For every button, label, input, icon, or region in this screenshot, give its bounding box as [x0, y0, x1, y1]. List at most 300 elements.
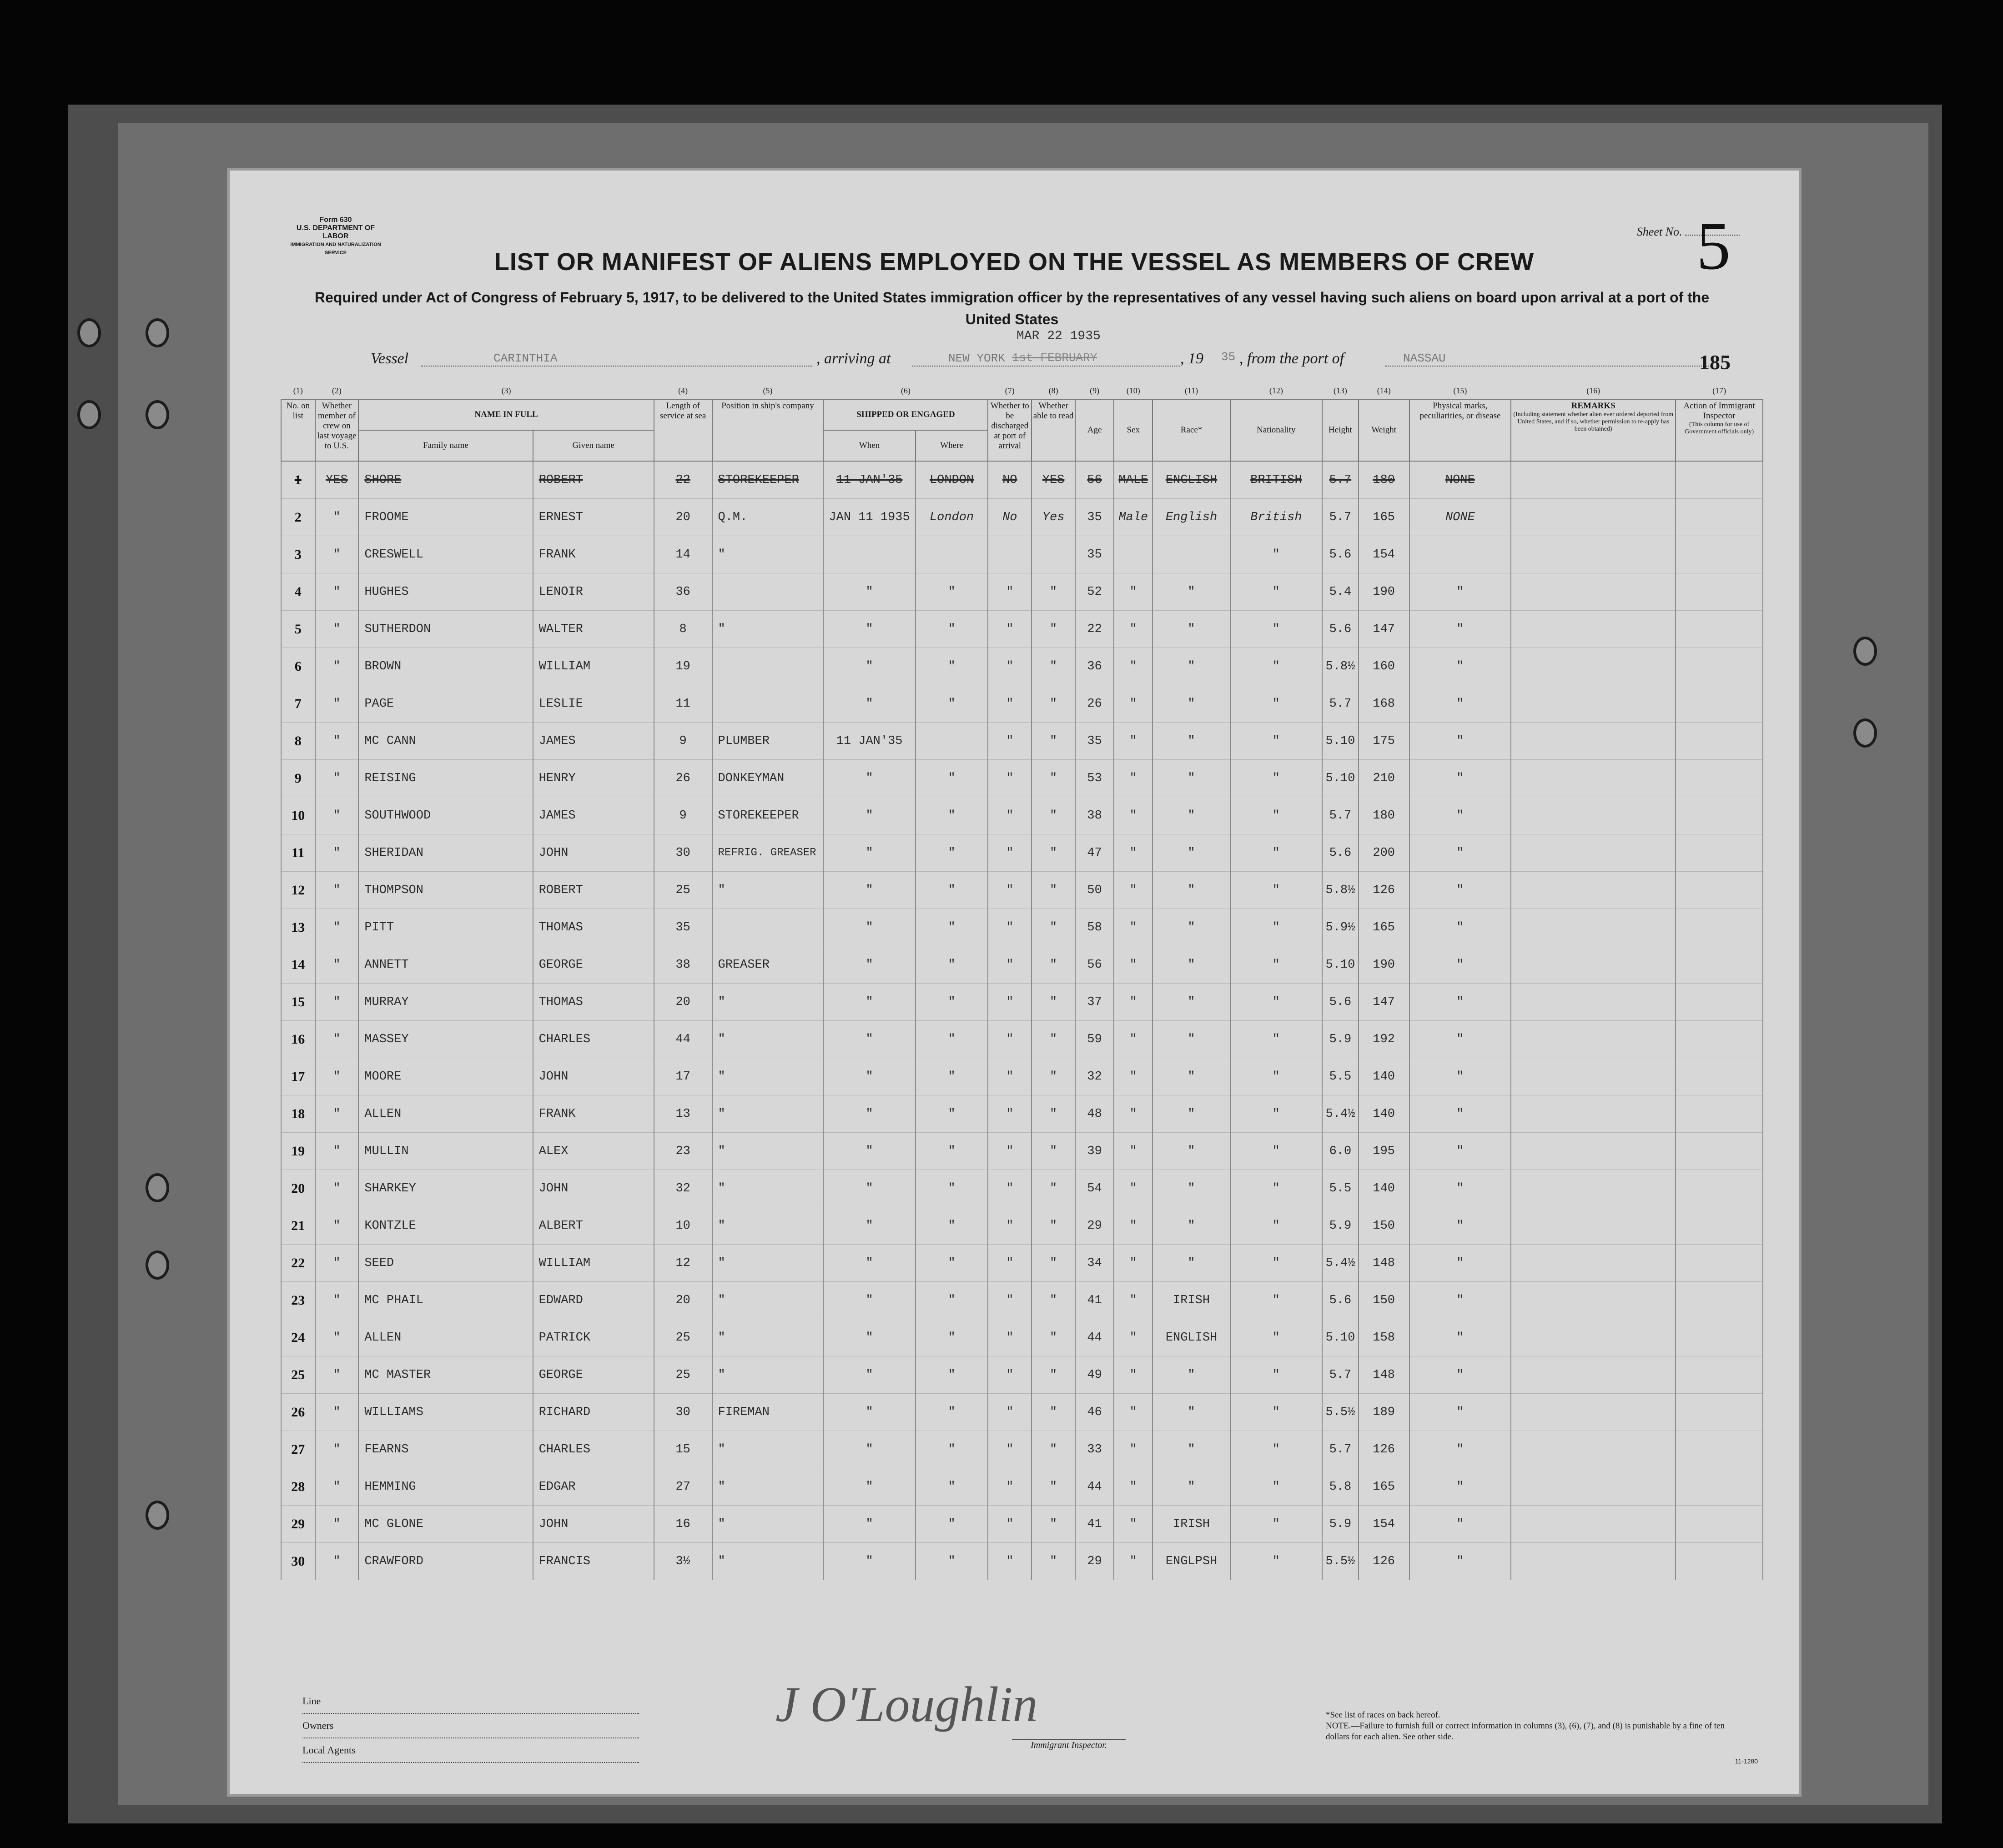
header-when: When	[823, 430, 915, 461]
age-cell: 35	[1075, 723, 1114, 760]
family-name-cell: MASSEY	[358, 1021, 533, 1058]
age-cell: 50	[1075, 872, 1114, 909]
sex-cell: "	[1114, 1170, 1152, 1207]
race-cell	[1152, 536, 1230, 573]
sex-cell: "	[1114, 1058, 1152, 1095]
table-row	[281, 1207, 1763, 1245]
row-number: 23	[281, 1282, 315, 1319]
last-voyage-cell: "	[315, 1356, 359, 1394]
shipped-when-cell: 11 JAN'35	[823, 723, 915, 760]
position-cell: "	[712, 872, 824, 909]
height-cell: 5.7	[1322, 685, 1359, 723]
inspector-action-cell	[1676, 1058, 1763, 1095]
row-number: 30	[281, 1543, 315, 1580]
row-number: 26	[281, 1394, 315, 1431]
col-num: (7)	[1005, 386, 1015, 395]
weight-cell: 200	[1359, 834, 1409, 872]
age-cell: 56	[1075, 461, 1114, 499]
given-name-cell: LESLIE	[533, 685, 654, 723]
shipped-when-cell: "	[823, 1058, 915, 1095]
race-cell: "	[1152, 984, 1230, 1021]
row-number: 6	[281, 648, 315, 685]
weight-cell: 147	[1359, 611, 1409, 648]
table-row	[281, 1394, 1763, 1431]
last-voyage-cell: YES	[315, 461, 359, 499]
able-to-read-cell: "	[1032, 1133, 1075, 1170]
table-row	[281, 536, 1763, 573]
sex-cell: "	[1114, 1543, 1152, 1580]
remarks-cell	[1511, 1207, 1676, 1245]
service-length-cell: 11	[654, 685, 712, 723]
age-cell: 58	[1075, 909, 1114, 946]
height-cell: 5.5½	[1322, 1394, 1359, 1431]
table-row	[281, 1133, 1763, 1170]
weight-cell: 150	[1359, 1207, 1409, 1245]
position-cell: "	[712, 1468, 824, 1506]
nationality-cell: "	[1230, 723, 1322, 760]
shipped-when-cell: "	[823, 1282, 915, 1319]
row-number: 19	[281, 1133, 315, 1170]
height-cell: 5.8½	[1322, 648, 1359, 685]
position-cell: REFRIG. GREASER	[712, 834, 824, 872]
shipped-when-cell: "	[823, 760, 915, 797]
physical-marks-cell: "	[1409, 1468, 1511, 1506]
shipped-when-cell: "	[823, 573, 915, 611]
nationality-cell: "	[1230, 1207, 1322, 1245]
nationality-cell: "	[1230, 1133, 1322, 1170]
service-length-cell: 32	[654, 1170, 712, 1207]
weight-cell: 154	[1359, 536, 1409, 573]
last-voyage-cell: "	[315, 834, 359, 872]
shipped-where-cell: LONDON	[916, 461, 988, 499]
physical-marks-cell: "	[1409, 648, 1511, 685]
row-number: 3	[281, 536, 315, 573]
row-number: 27	[281, 1431, 315, 1468]
position-cell: "	[712, 984, 824, 1021]
footer-fields	[302, 1689, 639, 1763]
arrival-date-crossed: 1st FEBRUARY	[1012, 351, 1097, 365]
position-cell: GREASER	[712, 946, 824, 984]
sex-cell	[1114, 536, 1152, 573]
remarks-cell	[1511, 685, 1676, 723]
race-cell: IRISH	[1152, 1282, 1230, 1319]
shipped-when-cell: "	[823, 1170, 915, 1207]
family-name-cell: HEMMING	[358, 1468, 533, 1506]
able-to-read-cell: "	[1032, 1282, 1075, 1319]
table-row	[281, 1431, 1763, 1468]
table-row	[281, 648, 1763, 685]
height-cell: 5.7	[1322, 1356, 1359, 1394]
service-length-cell: 9	[654, 723, 712, 760]
age-cell: 22	[1075, 611, 1114, 648]
inspector-action-cell	[1676, 1431, 1763, 1468]
table-row	[281, 1095, 1763, 1133]
race-cell: "	[1152, 1021, 1230, 1058]
discharged-cell: "	[988, 1207, 1032, 1245]
department-name: U.S. DEPARTMENT OF LABOR	[296, 224, 375, 240]
shipped-when-cell: "	[823, 984, 915, 1021]
page-title: LIST OR MANIFEST OF ALIENS EMPLOYED ON THE VESSEL AS MEMBERS OF CREW	[494, 248, 1535, 276]
physical-marks-cell: "	[1409, 1394, 1511, 1431]
age-cell: 41	[1075, 1282, 1114, 1319]
row-number: 21	[281, 1207, 315, 1245]
age-cell: 49	[1075, 1356, 1114, 1394]
service-length-cell: 14	[654, 536, 712, 573]
last-voyage-cell: "	[315, 499, 359, 536]
given-name-cell: JOHN	[533, 1506, 654, 1543]
last-voyage-cell: "	[315, 1431, 359, 1468]
shipped-where-cell: "	[916, 760, 988, 797]
given-name-cell: ROBERT	[533, 461, 654, 499]
inspector-action-cell	[1676, 1021, 1763, 1058]
race-cell: "	[1152, 872, 1230, 909]
owners-field: Owners	[302, 1714, 639, 1738]
col-num: (11)	[1184, 386, 1198, 395]
remarks-cell	[1511, 499, 1676, 536]
family-name-cell: MC CANN	[358, 723, 533, 760]
races-note: *See list of races on back hereof.	[1326, 1710, 1440, 1720]
service-length-cell: 3½	[654, 1543, 712, 1580]
shipped-when-cell: "	[823, 1095, 915, 1133]
position-cell: "	[712, 1058, 824, 1095]
height-cell: 5.6	[1322, 536, 1359, 573]
height-cell: 5.5	[1322, 1058, 1359, 1095]
height-cell: 5.5½	[1322, 1543, 1359, 1580]
family-name-cell: MULLIN	[358, 1133, 533, 1170]
family-name-cell: MC PHAIL	[358, 1282, 533, 1319]
last-voyage-cell: "	[315, 1058, 359, 1095]
sex-cell: "	[1114, 872, 1152, 909]
shipped-when-cell: "	[823, 1319, 915, 1356]
table-row	[281, 1058, 1763, 1095]
sex-cell: "	[1114, 909, 1152, 946]
table-row	[281, 1468, 1763, 1506]
inspector-action-cell	[1676, 1245, 1763, 1282]
nationality-cell: "	[1230, 909, 1322, 946]
table-row	[281, 1356, 1763, 1394]
shipped-where-cell: "	[916, 834, 988, 872]
manifest-sheet	[230, 171, 1799, 1794]
row-number: 15	[281, 984, 315, 1021]
discharged-cell: "	[988, 1506, 1032, 1543]
weight-cell: 165	[1359, 909, 1409, 946]
row-number: 9	[281, 760, 315, 797]
service-length-cell: 16	[654, 1506, 712, 1543]
remarks-cell	[1511, 648, 1676, 685]
shipped-when-cell: "	[823, 1356, 915, 1394]
age-cell: 32	[1075, 1058, 1114, 1095]
given-name-cell: WILLIAM	[533, 648, 654, 685]
weight-cell: 148	[1359, 1245, 1409, 1282]
weight-cell: 154	[1359, 1506, 1409, 1543]
weight-cell: 190	[1359, 573, 1409, 611]
service-length-cell: 25	[654, 872, 712, 909]
able-to-read-cell: "	[1032, 1170, 1075, 1207]
last-voyage-cell: "	[315, 984, 359, 1021]
position-cell: PLUMBER	[712, 723, 824, 760]
race-cell: "	[1152, 573, 1230, 611]
header-no-on-list: No. on list	[281, 399, 315, 461]
last-voyage-cell: "	[315, 797, 359, 834]
able-to-read-cell: "	[1032, 573, 1075, 611]
shipped-where-cell: "	[916, 1431, 988, 1468]
weight-cell: 180	[1359, 461, 1409, 499]
physical-marks-cell: "	[1409, 797, 1511, 834]
table-row	[281, 1319, 1763, 1356]
discharged-cell: "	[988, 1058, 1032, 1095]
shipped-when-cell: "	[823, 872, 915, 909]
race-cell: "	[1152, 1095, 1230, 1133]
family-name-cell: MC MASTER	[358, 1356, 533, 1394]
given-name-cell: FRANCIS	[533, 1543, 654, 1580]
discharged-cell: "	[988, 1468, 1032, 1506]
row-number: 8	[281, 723, 315, 760]
height-cell: 5.7	[1322, 461, 1359, 499]
physical-marks-cell: "	[1409, 1319, 1511, 1356]
inspector-action-cell	[1676, 499, 1763, 536]
height-cell: 5.8	[1322, 1468, 1359, 1506]
age-cell: 56	[1075, 946, 1114, 984]
position-cell: DONKEYMAN	[712, 760, 824, 797]
physical-marks-cell: "	[1409, 1021, 1511, 1058]
table-row	[281, 1506, 1763, 1543]
position-cell: "	[712, 1133, 824, 1170]
height-cell: 5.6	[1322, 1282, 1359, 1319]
age-cell: 47	[1075, 834, 1114, 872]
age-cell: 37	[1075, 984, 1114, 1021]
shipped-when-cell: "	[823, 1133, 915, 1170]
inspector-action-cell	[1676, 1394, 1763, 1431]
header-race: Race*	[1152, 399, 1230, 461]
race-cell: "	[1152, 1468, 1230, 1506]
last-voyage-cell: "	[315, 611, 359, 648]
last-voyage-cell: "	[315, 648, 359, 685]
nationality-cell: BRITISH	[1230, 461, 1322, 499]
age-cell: 26	[1075, 685, 1114, 723]
table-row	[281, 834, 1763, 872]
race-cell: "	[1152, 648, 1230, 685]
line-field: Line	[302, 1689, 639, 1714]
punch-hole	[77, 318, 101, 347]
height-cell: 5.6	[1322, 611, 1359, 648]
inspector-action-cell	[1676, 648, 1763, 685]
race-cell: English	[1152, 499, 1230, 536]
last-voyage-cell: "	[315, 1170, 359, 1207]
discharged-cell: "	[988, 1170, 1032, 1207]
shipped-where-cell: "	[916, 1543, 988, 1580]
service-length-cell: 17	[654, 1058, 712, 1095]
race-cell: "	[1152, 1170, 1230, 1207]
given-name-cell: JAMES	[533, 723, 654, 760]
weight-cell: 126	[1359, 872, 1409, 909]
table-row	[281, 946, 1763, 984]
shipped-where-cell: "	[916, 1095, 988, 1133]
sex-cell: MALE	[1114, 461, 1152, 499]
service-length-cell: 20	[654, 499, 712, 536]
given-name-cell: GEORGE	[533, 1356, 654, 1394]
nationality-cell: "	[1230, 685, 1322, 723]
row-number: 18	[281, 1095, 315, 1133]
table-row	[281, 760, 1763, 797]
given-name-cell: EDGAR	[533, 1468, 654, 1506]
header-last-voyage: Whether member of crew on last voyage to U.S.	[315, 399, 359, 461]
discharged-cell: "	[988, 573, 1032, 611]
inspector-action-cell	[1676, 834, 1763, 872]
physical-marks-cell: "	[1409, 834, 1511, 872]
nationality-cell: "	[1230, 872, 1322, 909]
height-cell: 5.10	[1322, 760, 1359, 797]
shipped-where-cell: "	[916, 1058, 988, 1095]
age-cell: 36	[1075, 648, 1114, 685]
age-cell: 39	[1075, 1133, 1114, 1170]
col-num: (6)	[901, 386, 911, 395]
shipped-where-cell: "	[916, 1394, 988, 1431]
discharged-cell: "	[988, 1431, 1032, 1468]
discharged-cell: "	[988, 611, 1032, 648]
remarks-cell	[1511, 1356, 1676, 1394]
service-length-cell: 26	[654, 760, 712, 797]
position-cell: "	[712, 1282, 824, 1319]
physical-marks-cell	[1409, 536, 1511, 573]
nationality-cell: "	[1230, 760, 1322, 797]
given-name-cell: THOMAS	[533, 984, 654, 1021]
physical-marks-cell: "	[1409, 1095, 1511, 1133]
race-cell: "	[1152, 1207, 1230, 1245]
service-length-cell: 38	[654, 946, 712, 984]
position-cell: STOREKEEPER	[712, 797, 824, 834]
last-voyage-cell: "	[315, 1207, 359, 1245]
physical-marks-cell: NONE	[1409, 461, 1511, 499]
weight-cell: 158	[1359, 1319, 1409, 1356]
discharged-cell: "	[988, 1543, 1032, 1580]
inspector-action-cell	[1676, 1468, 1763, 1506]
family-name-cell: ALLEN	[358, 1319, 533, 1356]
family-name-cell: SEED	[358, 1245, 533, 1282]
shipped-when-cell: "	[823, 1468, 915, 1506]
inspector-action-cell	[1676, 1506, 1763, 1543]
weight-cell: 126	[1359, 1431, 1409, 1468]
remarks-cell	[1511, 760, 1676, 797]
weight-cell: 195	[1359, 1133, 1409, 1170]
age-cell: 34	[1075, 1245, 1114, 1282]
physical-marks-cell: "	[1409, 1543, 1511, 1580]
given-name-cell: ERNEST	[533, 499, 654, 536]
row-number: 1	[281, 461, 315, 499]
column-number-row	[281, 384, 1763, 399]
remarks-cell	[1511, 1394, 1676, 1431]
header-nationality: Nationality	[1230, 399, 1322, 461]
table-row	[281, 1245, 1763, 1282]
race-cell: "	[1152, 1058, 1230, 1095]
inspector-signature: J O'Loughlin	[775, 1677, 1038, 1732]
able-to-read-cell: "	[1032, 685, 1075, 723]
remarks-cell	[1511, 946, 1676, 984]
nationality-cell: "	[1230, 1543, 1322, 1580]
weight-cell: 140	[1359, 1170, 1409, 1207]
discharged-cell: "	[988, 723, 1032, 760]
inspector-action-cell	[1676, 1356, 1763, 1394]
last-voyage-cell: "	[315, 1095, 359, 1133]
nationality-cell: "	[1230, 1170, 1322, 1207]
family-name-cell: PITT	[358, 909, 533, 946]
header-where: Where	[916, 430, 988, 461]
family-name-cell: MURRAY	[358, 984, 533, 1021]
last-voyage-cell: "	[315, 872, 359, 909]
table-row	[281, 909, 1763, 946]
position-cell: "	[712, 1543, 824, 1580]
arrival-port: NEW YORK	[948, 352, 1005, 365]
sex-cell: "	[1114, 1356, 1152, 1394]
last-voyage-cell: "	[315, 1506, 359, 1543]
height-cell: 5.9	[1322, 1506, 1359, 1543]
position-cell: "	[712, 611, 824, 648]
given-name-cell: PATRICK	[533, 1319, 654, 1356]
service-length-cell: 25	[654, 1319, 712, 1356]
able-to-read-cell: "	[1032, 946, 1075, 984]
year-label: , 19	[1180, 350, 1203, 367]
row-number: 2	[281, 499, 315, 536]
inspector-action-cell	[1676, 1282, 1763, 1319]
remarks-cell	[1511, 573, 1676, 611]
col-num: (4)	[678, 386, 688, 395]
discharged-cell: "	[988, 1133, 1032, 1170]
row-number: 22	[281, 1245, 315, 1282]
punch-hole	[146, 400, 169, 429]
discharged-cell: "	[988, 1095, 1032, 1133]
last-voyage-cell: "	[315, 1021, 359, 1058]
inspector-action-cell	[1676, 872, 1763, 909]
position-cell: STOREKEEPER	[712, 461, 824, 499]
height-cell: 5.4½	[1322, 1095, 1359, 1133]
nationality-cell: "	[1230, 536, 1322, 573]
able-to-read-cell: "	[1032, 1095, 1075, 1133]
shipped-when-cell: "	[823, 648, 915, 685]
nationality-cell: "	[1230, 1095, 1322, 1133]
col-num: (2)	[332, 386, 342, 395]
weight-cell: 148	[1359, 1356, 1409, 1394]
family-name-cell: CRAWFORD	[358, 1543, 533, 1580]
nationality-cell: "	[1230, 1319, 1322, 1356]
nationality-cell: "	[1230, 797, 1322, 834]
race-cell: ENGLISH	[1152, 1319, 1230, 1356]
row-number: 24	[281, 1319, 315, 1356]
age-cell: 44	[1075, 1468, 1114, 1506]
col-num: (9)	[1090, 386, 1100, 395]
race-cell: ENGLISH	[1152, 461, 1230, 499]
family-name-cell: THOMPSON	[358, 872, 533, 909]
page-subtitle: Required under Act of Congress of February 5, 1917, to be delivered to the United States immigration officer by the representatives of any vessel having such aliens on board upon arrival at a port of the United States	[314, 289, 1710, 327]
row-number: 4	[281, 573, 315, 611]
shipped-when-cell: "	[823, 1207, 915, 1245]
inspector-action-cell	[1676, 723, 1763, 760]
row-number: 13	[281, 909, 315, 946]
nationality-cell: "	[1230, 834, 1322, 872]
inspector-action-cell	[1676, 797, 1763, 834]
weight-cell: 175	[1359, 723, 1409, 760]
table-row	[281, 573, 1763, 611]
given-name-cell: ALBERT	[533, 1207, 654, 1245]
given-name-cell: JOHN	[533, 1058, 654, 1095]
shipped-where-cell: "	[916, 1170, 988, 1207]
sex-cell: "	[1114, 946, 1152, 984]
header-sex: Sex	[1114, 399, 1152, 461]
discharged-cell: No	[988, 499, 1032, 536]
service-length-cell: 20	[654, 984, 712, 1021]
list-number: 185	[1699, 351, 1731, 374]
height-cell: 5.5	[1322, 1170, 1359, 1207]
sex-cell: "	[1114, 1394, 1152, 1431]
sex-cell: "	[1114, 760, 1152, 797]
